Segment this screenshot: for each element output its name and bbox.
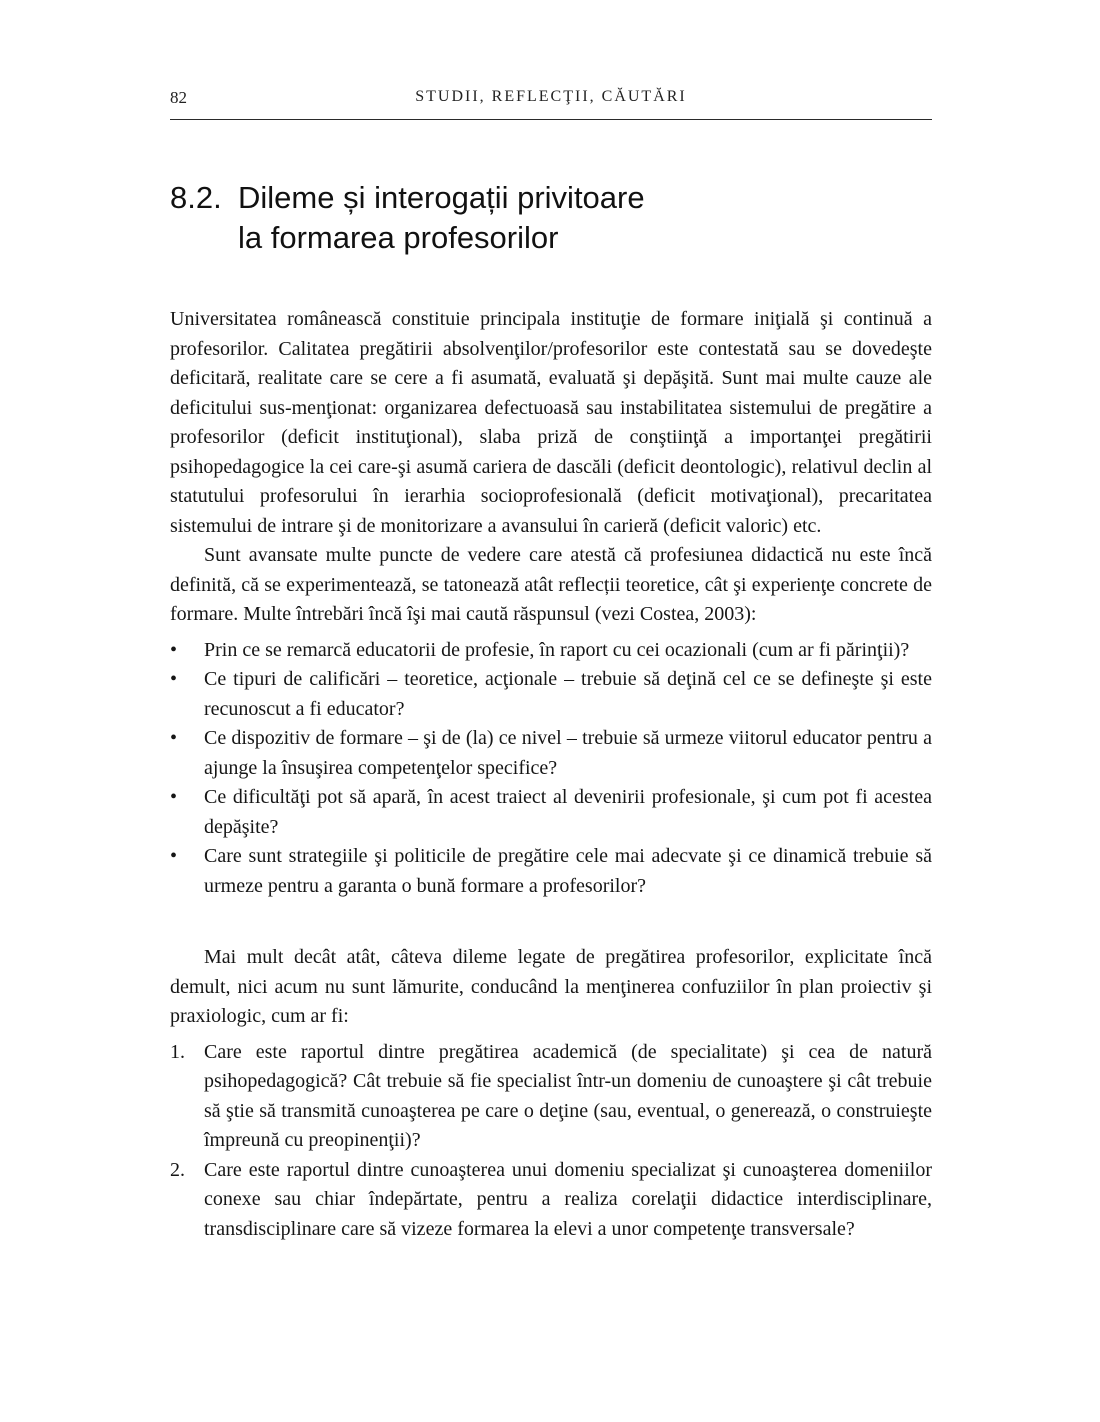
list-item: [170, 636, 932, 666]
bullet-icon: •: [170, 668, 178, 691]
section-number: 8.2.: [170, 180, 222, 215]
numbered-text: Care este raportul dintre pregătirea academică (de specialitate) şi cea de natură psihopedagogică? Cât trebuie să fie specialist într-un domeniu de cunoaştere şi cât trebuie să ştie să transmită cunoaşterea pe care o deţine (sau, eventual, o generează, o construieşte împreună cu preopinenţii)?: [204, 1040, 932, 1152]
body-text: [170, 305, 932, 1244]
section-title-line2: la formarea profesorilor: [238, 219, 559, 255]
question-bullet-list: [170, 636, 932, 902]
list-number: 1.: [170, 1040, 185, 1063]
numbered-text: Care este raportul dintre cunoaşterea unui domeniu specializat şi cunoaşterea domeniilor conexe sau chiar îndepărtate, pentru a realiza corelaţii didactice interdisciplinare, transdisciplinare care să vizeze formarea la elevi a unor competenţe transversale?: [204, 1158, 932, 1240]
running-header-title: STUDII, REFLECŢII, CĂUTĂRI: [415, 88, 687, 105]
bullet-text: Ce tipuri de calificări – teoretice, acţionale – trebuie să deţină cel ce se defineşte şi este recunoscut a fi educator?: [204, 668, 932, 720]
bullet-text: Prin ce se remarcă educatorii de profesie, în raport cu cei ocazionali (cum ar fi părinţii)?: [204, 638, 910, 661]
dilemma-numbered-list: [170, 1038, 932, 1245]
list-item: [170, 842, 932, 901]
list-item: [170, 724, 932, 783]
paragraph-1: Universitatea românească constituie principala instituţie de formare iniţială şi continuă a profesorilor. Calitatea pregătirii absolvenţilor/profesorilor este contestată sau se dovedeşte deficitară, realitate care se cere a fi asumată, evaluată şi depăşită. Sunt mai multe cauze ale deficitului sus-menţionat: organizarea defectuoasă sau instabilitatea sistemului de pregătire a profesorilor (deficit instituţional), slaba priză de conştiinţă a importanţei pregătirii psihopedagogice la cei care-şi asumă cariera de dascăli (deficit deontologic), relativul declin al statutului profesorului în ierarhia socioprofesională (deficit motivaţional), precaritatea sistemului de intrare şi de monitorizare a avansului în carieră (deficit valoric) etc.: [170, 308, 932, 537]
list-item: [170, 665, 932, 724]
list-number: 2.: [170, 1158, 185, 1181]
list-item: [170, 1038, 932, 1156]
bullet-icon: •: [170, 727, 178, 750]
list-item: [170, 783, 932, 842]
section-title-line1: Dileme și interogații privitoare: [238, 180, 645, 215]
section-title: [238, 178, 932, 257]
section-heading: [170, 178, 932, 257]
bullet-icon: •: [170, 638, 178, 661]
list-item: [170, 1156, 932, 1245]
page-number: 82: [170, 88, 187, 107]
paragraph-2: Sunt avansate multe puncte de vedere care atestă că profesiunea didactică nu este încă definită, că se experimentează, se tatonează atât reflecții teoretice, cât şi experienţe concrete de formare. Multe întrebări încă îşi mai caută răspunsul (vezi Costea, 2003):: [170, 544, 932, 626]
bullet-icon: •: [170, 845, 178, 868]
bullet-text: Ce dificultăţi pot să apară, în acest traiect al devenirii profesionale, şi cum pot fi acestea depăşite?: [204, 786, 932, 838]
paragraph-3: Mai mult decât atât, câteva dileme legate de pregătirea profesorilor, explicitate încă demult, nici acum nu sunt lămurite, conducând la menţinerea confuziilor în plan proiectiv şi praxiologic, cum ar fi:: [170, 946, 932, 1028]
running-header: [170, 88, 932, 120]
bullet-text: Ce dispozitiv de formare – şi de (la) ce nivel – trebuie să urmeze viitorul educator pentru a ajunge la însuşirea competenţelor specifice?: [204, 727, 932, 779]
bullet-text: Care sunt strategiile şi politicile de pregătire cele mai adecvate şi ce dinamică trebuie să urmeze pentru a garanta o bună formare a profesorilor?: [204, 845, 932, 897]
bullet-icon: •: [170, 786, 178, 809]
